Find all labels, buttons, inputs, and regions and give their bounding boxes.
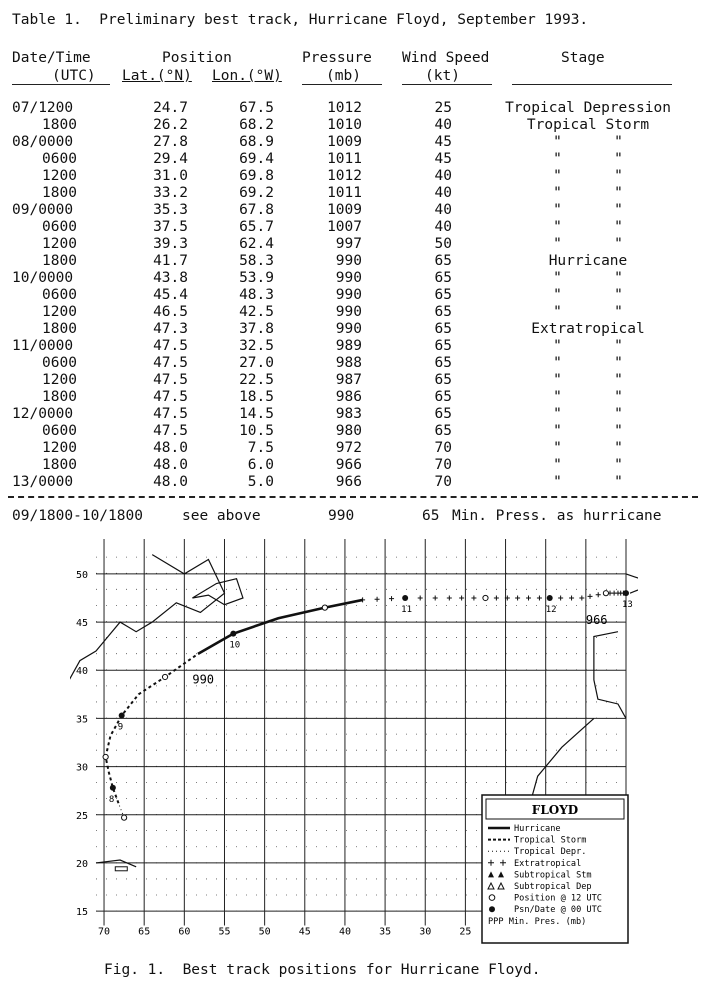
row-lat: 26.2	[153, 117, 188, 133]
legend-item-label: Subtropical Dep	[514, 882, 592, 892]
row-stage: " "	[553, 474, 623, 490]
row-lon: 37.8	[239, 321, 274, 337]
row-lon: 22.5	[239, 372, 274, 388]
lon-tick-label: 35	[379, 926, 392, 938]
legend-item-label: Psn/Date @ 00 UTC	[514, 905, 602, 916]
row-lat: 47.3	[153, 321, 188, 337]
row-stage: " "	[553, 355, 623, 371]
lat-tick-label: 25	[76, 810, 89, 822]
position-12utc-marker	[322, 605, 327, 610]
row-lat: 47.5	[153, 355, 188, 371]
row-lat: 35.3	[153, 202, 188, 218]
row-wind: 40	[434, 168, 452, 184]
row-datetime: 0600	[42, 287, 77, 303]
date-label: 10	[229, 640, 241, 651]
row-datetime: 0600	[42, 151, 77, 167]
header-wind: Wind Speed	[402, 50, 490, 66]
track-extratropical-marker	[433, 595, 438, 600]
row-lat: 39.3	[153, 236, 188, 252]
row-wind: 45	[434, 151, 452, 167]
row-stage: " "	[553, 338, 623, 354]
row-lat: 37.5	[153, 219, 188, 235]
row-stage: " "	[553, 287, 623, 303]
header-underline	[402, 84, 492, 85]
date-label: 11	[401, 604, 413, 615]
summary-position: see above	[182, 508, 261, 524]
row-datetime: 07/1200	[12, 100, 74, 116]
row-stage: Extratropical	[531, 321, 645, 337]
position-00utc-marker	[402, 595, 408, 601]
lat-tick-label: 15	[76, 907, 89, 919]
coastline-iberia	[594, 632, 626, 719]
row-pressure: 983	[335, 406, 362, 422]
row-stage: Tropical Depression	[505, 100, 671, 116]
track-extratropical-marker	[558, 595, 563, 600]
row-lon: 27.0	[239, 355, 274, 371]
summary-pressure: 990	[328, 508, 355, 524]
row-stage: " "	[553, 304, 623, 320]
track-extratropical-marker	[459, 595, 464, 600]
track-extratropical-marker	[389, 596, 394, 601]
island-shape	[115, 867, 127, 871]
row-stage: " "	[553, 406, 623, 422]
header-underline	[512, 84, 672, 85]
header-stage: Stage	[561, 50, 605, 66]
row-pressure: 1012	[327, 100, 362, 116]
row-datetime: 1800	[42, 457, 77, 473]
track-extratropical-marker	[596, 592, 601, 597]
header-lon: Lon.(°W)	[212, 68, 282, 84]
track-hurricane	[198, 600, 363, 654]
row-pressure: 1009	[327, 134, 362, 150]
row-datetime: 10/0000	[12, 270, 74, 286]
row-pressure: 990	[335, 253, 362, 269]
row-lon: 69.4	[239, 151, 274, 167]
row-pressure: 1010	[327, 117, 362, 133]
row-stage: " "	[553, 219, 623, 235]
date-label: 9	[117, 722, 124, 733]
legend-symbol-12utc	[489, 895, 495, 901]
track-extratropical-marker	[471, 595, 476, 600]
row-wind: 65	[434, 321, 452, 337]
row-stage: " "	[553, 440, 623, 456]
row-wind: 40	[434, 117, 452, 133]
track-extratropical-marker	[526, 595, 531, 600]
lon-tick-label: 60	[178, 926, 191, 938]
row-datetime: 1200	[42, 236, 77, 252]
row-pressure: 987	[335, 372, 362, 388]
position-00utc-marker	[547, 595, 553, 601]
date-label: 12	[545, 604, 557, 615]
row-wind: 70	[434, 457, 452, 473]
row-pressure: 1012	[327, 168, 362, 184]
date-label: 8	[108, 794, 115, 805]
track-map	[70, 535, 638, 955]
row-wind: 70	[434, 440, 452, 456]
lon-tick-label: 40	[338, 926, 351, 938]
row-stage: " "	[553, 389, 623, 405]
row-stage: " "	[553, 270, 623, 286]
row-wind: 40	[434, 219, 452, 235]
row-pressure: 986	[335, 389, 362, 405]
position-00utc-marker	[119, 713, 125, 719]
position-12utc-marker	[483, 595, 488, 600]
lat-tick-label: 20	[76, 858, 89, 870]
row-pressure: 980	[335, 423, 362, 439]
header-pressure: Pressure	[302, 50, 372, 66]
row-pressure: 990	[335, 304, 362, 320]
row-lat: 48.0	[153, 457, 188, 473]
row-datetime: 1800	[42, 117, 77, 133]
row-wind: 65	[434, 406, 452, 422]
row-pressure: 989	[335, 338, 362, 354]
row-wind: 65	[434, 304, 452, 320]
row-pressure: 997	[335, 236, 362, 252]
row-lon: 69.8	[239, 168, 274, 184]
row-stage: Hurricane	[548, 253, 628, 269]
legend-item-label: Tropical Storm	[514, 835, 587, 846]
row-pressure: 1007	[327, 219, 362, 235]
row-lat: 47.5	[153, 423, 188, 439]
summary-datetime: 09/1800-10/1800	[12, 508, 143, 524]
lon-tick-label: 25	[459, 926, 472, 938]
row-wind: 65	[434, 389, 452, 405]
row-lat: 24.7	[153, 100, 188, 116]
coastline-north-america	[70, 555, 224, 767]
row-lat: 45.4	[153, 287, 188, 303]
row-lat: 47.5	[153, 406, 188, 422]
lat-tick-label: 35	[76, 714, 89, 726]
row-stage: " "	[553, 202, 623, 218]
row-datetime: 1200	[42, 304, 77, 320]
row-datetime: 1800	[42, 389, 77, 405]
lat-tick-label: 30	[76, 762, 89, 774]
row-lon: 67.5	[239, 100, 274, 116]
row-lat: 31.0	[153, 168, 188, 184]
row-lon: 42.5	[239, 304, 274, 320]
row-datetime: 0600	[42, 355, 77, 371]
row-lon: 7.5	[247, 440, 274, 456]
table-caption: Table 1. Preliminary best track, Hurricane Floyd, September 1993.	[12, 12, 589, 28]
row-datetime: 1200	[42, 440, 77, 456]
track-extratropical-marker	[588, 594, 593, 599]
row-datetime: 0600	[42, 423, 77, 439]
row-lat: 43.8	[153, 270, 188, 286]
header-datetime: Date/Time	[12, 50, 91, 66]
legend-item-label: Subtropical Stm	[514, 870, 592, 881]
row-pressure: 990	[335, 321, 362, 337]
summary-note: Min. Press. as hurricane	[452, 508, 662, 524]
row-lon: 18.5	[239, 389, 274, 405]
row-stage: " "	[553, 185, 623, 201]
lat-tick-label: 40	[76, 666, 89, 678]
row-lon: 69.2	[239, 185, 274, 201]
position-12utc-marker	[162, 674, 167, 679]
row-stage: " "	[553, 134, 623, 150]
coastline-france	[626, 574, 638, 593]
row-pressure: 988	[335, 355, 362, 371]
row-pressure: 972	[335, 440, 362, 456]
min-pressure-label: 990	[192, 672, 215, 687]
row-wind: 40	[434, 202, 452, 218]
track-extratropical-marker	[447, 595, 452, 600]
row-datetime: 1200	[42, 168, 77, 184]
header-lat: Lat.(°N)	[122, 68, 192, 84]
position-00utc-marker	[110, 785, 116, 791]
row-datetime: 1800	[42, 321, 77, 337]
legend-item-label: Tropical Depr.	[514, 847, 587, 858]
row-stage: Tropical Storm	[526, 117, 650, 133]
row-lat: 47.5	[153, 372, 188, 388]
track-extratropical-marker	[569, 595, 574, 600]
row-lon: 6.0	[247, 457, 274, 473]
row-lon: 5.0	[247, 474, 274, 490]
row-lon: 14.5	[239, 406, 274, 422]
row-pressure: 966	[335, 474, 362, 490]
row-lat: 47.5	[153, 338, 188, 354]
position-00utc-marker	[230, 631, 236, 637]
row-stage: " "	[553, 151, 623, 167]
row-datetime: 12/0000	[12, 406, 74, 422]
lon-tick-label: 45	[298, 926, 311, 938]
row-wind: 65	[434, 355, 452, 371]
row-stage: " "	[553, 236, 623, 252]
header-underline	[302, 84, 382, 85]
row-lat: 41.7	[153, 253, 188, 269]
min-pressure-label: 966	[585, 613, 608, 627]
track-extratropical-marker	[360, 597, 365, 602]
row-lon: 62.4	[239, 236, 274, 252]
position-12utc-marker	[103, 754, 108, 759]
row-datetime: 13/0000	[12, 474, 74, 490]
row-wind: 40	[434, 185, 452, 201]
row-lat: 33.2	[153, 185, 188, 201]
lon-tick-label: 50	[258, 926, 271, 938]
legend-item-label: Position @ 12 UTC	[514, 893, 602, 904]
row-pressure: 1011	[327, 151, 362, 167]
track-extratropical-marker	[579, 595, 584, 600]
row-lon: 65.7	[239, 219, 274, 235]
row-datetime: 1800	[42, 253, 77, 269]
legend-symbol-00utc	[489, 906, 495, 912]
row-wind: 50	[434, 236, 452, 252]
legend-item-label: Extratropical	[514, 858, 582, 869]
lon-tick-label: 30	[419, 926, 432, 938]
position-12utc-marker	[122, 815, 127, 820]
legend-title: FLOYD	[531, 803, 579, 817]
lon-tick-label: 55	[218, 926, 231, 938]
row-datetime: 0600	[42, 219, 77, 235]
row-datetime: 09/0000	[12, 202, 74, 218]
legend-item-label: PPP Min. Pres. (mb)	[488, 916, 587, 927]
header-mb: (mb)	[326, 68, 361, 84]
track-extratropical-marker	[375, 597, 380, 602]
row-wind: 65	[434, 253, 452, 269]
track-extratropical-marker	[418, 595, 423, 600]
row-wind: 65	[434, 338, 452, 354]
row-lat: 46.5	[153, 304, 188, 320]
row-wind: 25	[434, 100, 452, 116]
row-pressure: 1011	[327, 185, 362, 201]
summary-wind: 65	[422, 508, 440, 524]
row-lon: 67.8	[239, 202, 274, 218]
row-stage: " "	[553, 457, 623, 473]
row-wind: 45	[434, 134, 452, 150]
row-lon: 32.5	[239, 338, 274, 354]
row-lon: 58.3	[239, 253, 274, 269]
row-wind: 65	[434, 270, 452, 286]
row-wind: 65	[434, 423, 452, 439]
row-lat: 47.5	[153, 389, 188, 405]
row-pressure: 990	[335, 287, 362, 303]
row-stage: " "	[553, 423, 623, 439]
lat-tick-label: 45	[76, 618, 89, 630]
row-pressure: 1009	[327, 202, 362, 218]
date-label: 13	[622, 600, 633, 611]
row-pressure: 966	[335, 457, 362, 473]
row-lon: 48.3	[239, 287, 274, 303]
row-datetime: 11/0000	[12, 338, 74, 354]
row-stage: " "	[553, 372, 623, 388]
row-lat: 48.0	[153, 474, 188, 490]
row-wind: 65	[434, 287, 452, 303]
header-position: Position	[162, 50, 232, 66]
row-lat: 27.8	[153, 134, 188, 150]
row-lat: 48.0	[153, 440, 188, 456]
header-kt: (kt)	[425, 68, 460, 84]
row-datetime: 1800	[42, 185, 77, 201]
lon-tick-label: 70	[98, 926, 111, 938]
row-lat: 29.4	[153, 151, 188, 167]
track-extratropical-marker	[515, 595, 520, 600]
row-datetime: 1200	[42, 372, 77, 388]
position-00utc-marker	[623, 590, 629, 596]
header-underline	[12, 84, 110, 85]
row-stage: " "	[553, 168, 623, 184]
figure-caption: Fig. 1. Best track positions for Hurricane Floyd.	[104, 962, 541, 978]
row-lon: 68.2	[239, 117, 274, 133]
row-lon: 10.5	[239, 423, 274, 439]
coastline-newfoundland	[192, 579, 243, 605]
row-datetime: 08/0000	[12, 134, 74, 150]
legend-item-label: Hurricane	[514, 824, 561, 834]
header-utc: (UTC)	[52, 68, 96, 84]
row-pressure: 990	[335, 270, 362, 286]
row-lon: 68.9	[239, 134, 274, 150]
lon-tick-label: 65	[138, 926, 151, 938]
row-wind: 70	[434, 474, 452, 490]
position-12utc-marker	[603, 591, 608, 596]
row-wind: 65	[434, 372, 452, 388]
lat-tick-label: 50	[76, 569, 89, 581]
track-extratropical-marker	[537, 595, 542, 600]
divider	[8, 496, 698, 498]
track-extratropical-marker	[494, 595, 499, 600]
row-lon: 53.9	[239, 270, 274, 286]
